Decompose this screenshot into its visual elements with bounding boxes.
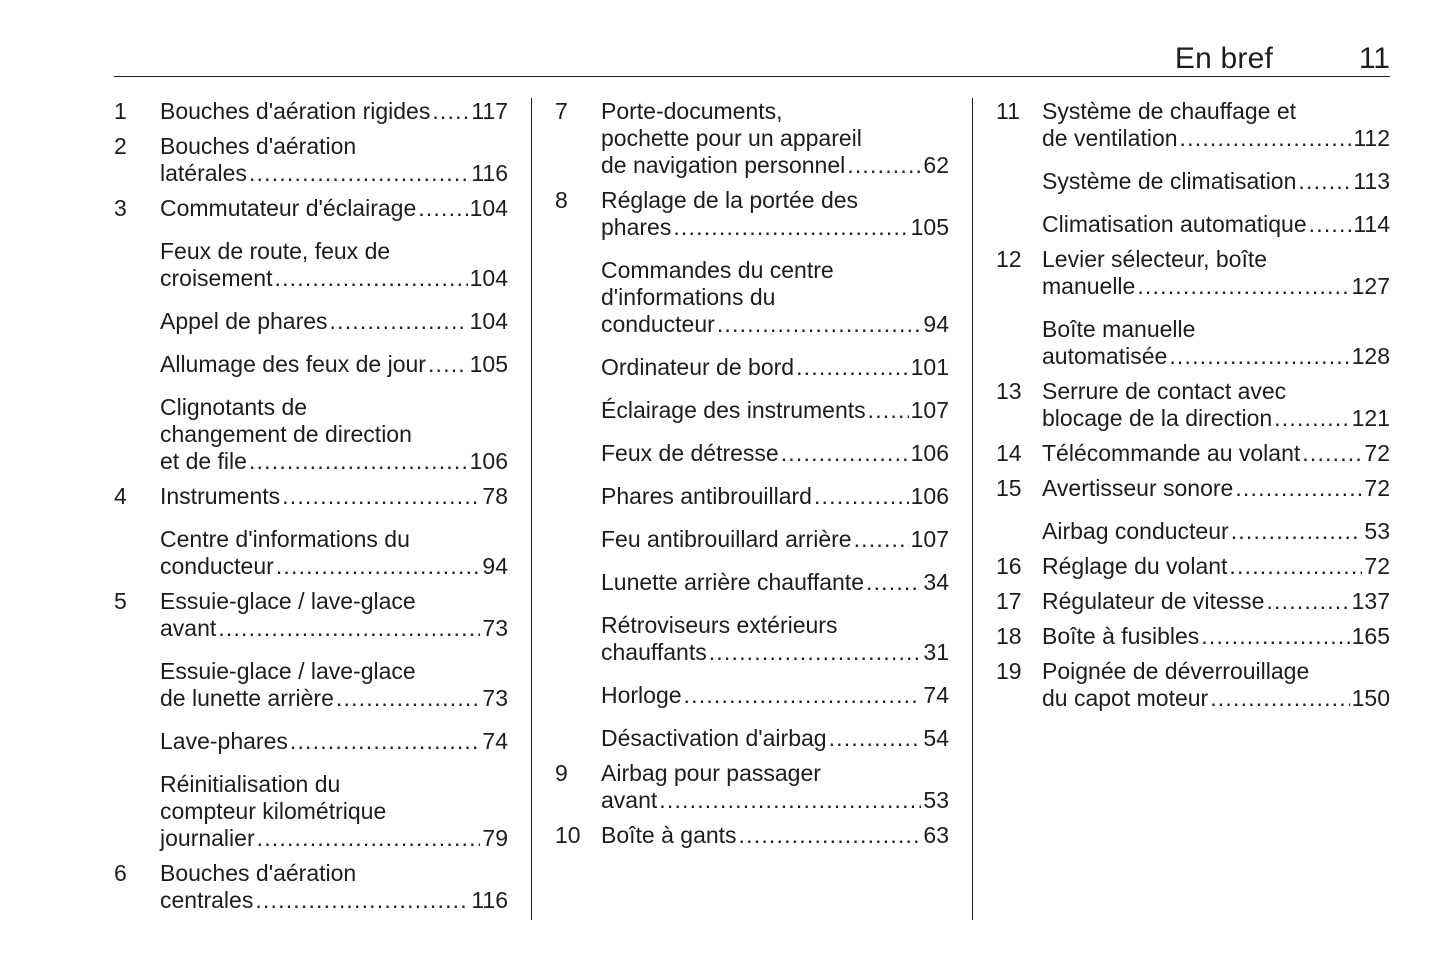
entry-label: conducteur [601, 311, 715, 337]
page-reference: 127 [1351, 273, 1390, 299]
entry-label: Boîte à gants [601, 822, 737, 848]
entry-text [601, 569, 949, 596]
entry-leader-line [601, 725, 949, 752]
index-entry [114, 728, 508, 755]
index-column-3 [996, 98, 1390, 712]
index-entry [555, 822, 949, 849]
page-reference: 107 [910, 526, 949, 552]
entry-text [601, 483, 949, 510]
entry-line: Système de chauffage et [1042, 98, 1297, 124]
entry-label: Lunette arrière chauffante [601, 569, 864, 595]
page-reference: 121 [1351, 405, 1390, 431]
entry-label: conducteur [160, 553, 274, 579]
item-number: 17 [996, 588, 1022, 614]
index-column-2 [555, 98, 949, 849]
index-entry [114, 526, 508, 580]
entry-line: Essuie-glace / lave-glace [160, 588, 416, 614]
dot-leader [274, 265, 467, 292]
entry-leader-line [1042, 125, 1390, 152]
entry-leader-line [601, 440, 949, 467]
index-entry [555, 569, 949, 596]
index-entry [555, 612, 949, 666]
index-entry [996, 623, 1390, 650]
entry-label: Horloge [601, 682, 682, 708]
entry-label: du capot moteur [1042, 685, 1209, 711]
page-reference: 112 [1353, 125, 1390, 151]
entry-leader-line [601, 639, 949, 666]
entry-leader-line [160, 308, 508, 335]
dot-leader [659, 787, 921, 814]
entry-leader-line [160, 195, 508, 222]
entry-line: Poignée de déverrouillage [1042, 658, 1310, 684]
entry-label: manuelle [1042, 273, 1136, 299]
entry-label: Réglage du volant [1042, 553, 1228, 579]
entry-leader-line [160, 160, 508, 187]
page-reference: 106 [469, 448, 508, 474]
item-number: 4 [114, 483, 127, 509]
index-entry [996, 246, 1390, 300]
entry-line: Bouches d'aération [160, 860, 357, 886]
dot-leader [1180, 125, 1352, 152]
item-number: 10 [555, 822, 581, 848]
dot-leader [1309, 211, 1352, 238]
index-entry [555, 725, 949, 752]
index-entry [996, 588, 1390, 615]
page-reference: 74 [923, 682, 949, 708]
entry-text [1042, 378, 1390, 432]
index-column-1 [114, 98, 508, 914]
page-reference: 101 [910, 354, 949, 380]
entry-text [1042, 658, 1390, 712]
page-reference: 128 [1351, 343, 1390, 369]
page-reference: 165 [1351, 623, 1390, 649]
dot-leader [814, 483, 909, 510]
entry-label: Éclairage des instruments [601, 397, 866, 423]
entry-leader-line [160, 351, 508, 378]
entry-line: Centre d'informations du [160, 526, 410, 552]
dot-leader [418, 195, 467, 222]
dot-leader [866, 569, 921, 596]
entry-line: Airbag pour passager [601, 760, 821, 786]
dot-leader [796, 354, 909, 381]
entry-text [160, 860, 508, 914]
entry-text [1042, 316, 1390, 370]
dot-leader [781, 440, 909, 467]
index-entry [555, 526, 949, 553]
item-number: 16 [996, 553, 1022, 579]
page-reference: 117 [471, 98, 508, 124]
page-reference: 114 [1353, 211, 1390, 237]
page-reference: 116 [471, 160, 508, 186]
page-reference: 104 [469, 265, 508, 291]
dot-leader [854, 526, 909, 553]
entry-label: Phares antibrouillard [601, 483, 812, 509]
index-entry [996, 518, 1390, 545]
entry-text [1042, 246, 1390, 300]
item-number: 2 [114, 133, 127, 159]
entry-line: Bouches d'aération [160, 133, 357, 159]
index-entry [996, 316, 1390, 370]
index-entry [114, 351, 508, 378]
entry-leader-line [160, 265, 508, 292]
entry-line: Réinitialisation du [160, 771, 341, 797]
entry-leader-line [160, 685, 508, 712]
entry-text [601, 526, 949, 553]
index-entry [114, 195, 508, 222]
entry-text [1042, 168, 1390, 195]
entry-leader-line [160, 728, 508, 755]
index-entry [114, 394, 508, 475]
dot-leader [1137, 273, 1349, 300]
entry-line: Réglage de la portée des [601, 187, 859, 213]
page-number: 11 [1358, 42, 1390, 75]
entry-line: d'informations du [601, 284, 776, 310]
dot-leader [1302, 440, 1362, 467]
entry-leader-line [601, 214, 949, 241]
entry-leader-line [1042, 211, 1390, 238]
entry-label: Bouches d'aération rigides [160, 98, 431, 124]
entry-text [601, 440, 949, 467]
page-reference: 104 [469, 308, 508, 334]
entry-leader-line [601, 682, 949, 709]
entry-label: latérales [160, 160, 247, 186]
dot-leader [847, 152, 921, 179]
entry-line: Serrure de contact avec [1042, 378, 1287, 404]
entry-leader-line [1042, 588, 1390, 615]
page-reference: 72 [1364, 440, 1390, 466]
index-entry [555, 760, 949, 814]
entry-leader-line [160, 553, 508, 580]
dot-leader [282, 483, 480, 510]
entry-text [1042, 588, 1390, 615]
index-entry [114, 483, 508, 510]
entry-text [1042, 440, 1390, 467]
index-entry [555, 98, 949, 179]
entry-leader-line [601, 569, 949, 596]
entry-leader-line [601, 822, 949, 849]
entry-label: Système de climatisation [1042, 168, 1297, 194]
entry-text [160, 133, 508, 187]
page-reference: 53 [923, 787, 949, 813]
item-number: 8 [555, 187, 568, 213]
index-entry [114, 98, 508, 125]
entry-leader-line [1042, 518, 1390, 545]
entry-line: changement de direction [160, 421, 412, 447]
entry-label: blocage de la direction [1042, 405, 1273, 431]
index-entry [114, 658, 508, 712]
page-reference: 78 [482, 483, 508, 509]
page-header [114, 34, 1390, 77]
entry-label: Appel de phares [160, 308, 328, 334]
dot-leader [255, 887, 469, 914]
entry-line: Feux de route, feux de [160, 238, 391, 264]
page-reference: 74 [482, 728, 508, 754]
page-reference: 106 [910, 483, 949, 509]
entry-text [160, 98, 508, 125]
index-entry [555, 682, 949, 709]
entry-label: Désactivation d'airbag [601, 725, 827, 751]
page-reference: 113 [1353, 168, 1390, 194]
entry-text [601, 725, 949, 752]
entry-text [601, 822, 949, 849]
entry-label: avant [160, 615, 217, 641]
page-reference: 137 [1351, 588, 1390, 614]
entry-text [160, 483, 508, 510]
index-entry [996, 98, 1390, 152]
dot-leader [1235, 475, 1362, 502]
entry-text [160, 351, 508, 378]
dot-leader [432, 98, 469, 125]
index-entry [555, 257, 949, 338]
dot-leader [684, 682, 922, 709]
entry-text [160, 658, 508, 712]
entry-text [160, 195, 508, 222]
item-number: 3 [114, 195, 127, 221]
entry-text [160, 394, 508, 475]
page-reference: 107 [910, 397, 949, 423]
index-entry [996, 658, 1390, 712]
item-number: 5 [114, 588, 127, 614]
dot-leader [290, 728, 481, 755]
dot-leader [1201, 623, 1349, 650]
index-entry [114, 308, 508, 335]
entry-leader-line [160, 887, 508, 914]
entry-text [1042, 518, 1390, 545]
entry-label: et de file [160, 448, 247, 474]
item-number: 14 [996, 440, 1022, 466]
index-entry [555, 440, 949, 467]
dot-leader [673, 214, 908, 241]
entry-text [160, 728, 508, 755]
entry-text [601, 397, 949, 424]
entry-label: automatisée [1042, 343, 1168, 369]
index-entry [114, 860, 508, 914]
entry-text [601, 612, 949, 666]
entry-label: Feu antibrouillard arrière [601, 526, 852, 552]
entry-text [1042, 623, 1390, 650]
entry-leader-line [601, 397, 949, 424]
entry-leader-line [1042, 475, 1390, 502]
item-number: 19 [996, 658, 1022, 684]
section-title: En bref [1174, 42, 1273, 75]
entry-text [1042, 553, 1390, 580]
dot-leader [336, 685, 481, 712]
entry-leader-line [1042, 440, 1390, 467]
entry-text [1042, 98, 1390, 152]
page-reference: 94 [923, 311, 949, 337]
entry-text [160, 588, 508, 642]
entry-text [1042, 475, 1390, 502]
page-reference: 116 [471, 887, 508, 913]
entry-leader-line [160, 483, 508, 510]
column-divider [531, 98, 532, 920]
entry-label: Instruments [160, 483, 281, 509]
item-number: 9 [555, 760, 568, 786]
entry-label: Régulateur de vitesse [1042, 588, 1265, 614]
entry-label: Avertisseur sonore [1042, 475, 1234, 501]
index-entry [996, 440, 1390, 467]
page-reference: 63 [923, 822, 949, 848]
entry-text [601, 257, 949, 338]
entry-label: Climatisation automatique [1042, 211, 1307, 237]
entry-leader-line [1042, 273, 1390, 300]
entry-label: Allumage des feux de jour [160, 351, 426, 377]
item-number: 18 [996, 623, 1022, 649]
entry-label: journalier [160, 825, 255, 851]
entry-line: Commandes du centre [601, 257, 834, 283]
entry-leader-line [601, 311, 949, 338]
index-entry [996, 211, 1390, 238]
index-entry [114, 133, 508, 187]
item-number: 6 [114, 860, 127, 886]
entry-line: pochette pour un appareil [601, 125, 862, 151]
page-reference: 62 [923, 152, 949, 178]
index-entry [555, 483, 949, 510]
dot-leader [249, 448, 468, 475]
page-reference: 150 [1351, 685, 1390, 711]
item-number: 11 [996, 98, 1020, 124]
item-number: 7 [555, 98, 568, 124]
entry-label: Feux de détresse [601, 440, 779, 466]
entry-text [601, 354, 949, 381]
page-reference: 105 [910, 214, 949, 240]
page-reference: 73 [482, 615, 508, 641]
index-entry [114, 588, 508, 642]
entry-label: de navigation personnel [601, 152, 846, 178]
index-entry [996, 168, 1390, 195]
entry-leader-line [1042, 685, 1390, 712]
dot-leader [1169, 343, 1349, 370]
item-number: 12 [996, 246, 1022, 272]
dot-leader [276, 553, 481, 580]
dot-leader [868, 397, 909, 424]
entry-leader-line [160, 825, 508, 852]
entry-label: Lave-phares [160, 728, 288, 754]
item-number: 13 [996, 378, 1022, 404]
page-reference: 106 [910, 440, 949, 466]
dot-leader [1274, 405, 1349, 432]
entry-leader-line [601, 526, 949, 553]
page-reference: 54 [923, 725, 949, 751]
entry-label: Ordinateur de bord [601, 354, 795, 380]
entry-leader-line [1042, 623, 1390, 650]
dot-leader [739, 822, 922, 849]
dot-leader [330, 308, 468, 335]
index-entry [555, 397, 949, 424]
entry-leader-line [160, 98, 508, 125]
entry-leader-line [160, 448, 508, 475]
item-number: 15 [996, 475, 1022, 501]
entry-leader-line [1042, 405, 1390, 432]
entry-label: phares [601, 214, 672, 240]
dot-leader [257, 825, 481, 852]
entry-label: chauffants [601, 639, 707, 665]
item-number: 1 [114, 98, 127, 124]
entry-line: Porte-documents, [601, 98, 783, 124]
dot-leader [1229, 553, 1362, 580]
index-entry [996, 475, 1390, 502]
dot-leader [1231, 518, 1363, 545]
entry-label: Commutateur d'éclairage [160, 195, 417, 221]
entry-leader-line [1042, 553, 1390, 580]
index-entry [114, 238, 508, 292]
dot-leader [1298, 168, 1351, 195]
dot-leader [709, 639, 922, 666]
dot-leader [829, 725, 922, 752]
entry-label: Boîte à fusibles [1042, 623, 1200, 649]
entry-leader-line [601, 354, 949, 381]
dot-leader [717, 311, 922, 338]
dot-leader [1266, 588, 1349, 615]
entry-label: Télécommande au volant [1042, 440, 1301, 466]
column-divider [972, 98, 973, 920]
page-reference: 94 [482, 553, 508, 579]
entry-text [601, 98, 949, 179]
entry-line: Rétroviseurs extérieurs [601, 612, 838, 638]
entry-leader-line [1042, 343, 1390, 370]
entry-leader-line [601, 483, 949, 510]
entry-text [1042, 211, 1390, 238]
entry-label: de lunette arrière [160, 685, 334, 711]
entry-label: croisement [160, 265, 273, 291]
entry-line: Levier sélecteur, boîte [1042, 246, 1268, 272]
entry-leader-line [160, 615, 508, 642]
page-reference: 34 [923, 569, 949, 595]
entry-leader-line [1042, 168, 1390, 195]
entry-text [160, 238, 508, 292]
page-reference: 79 [482, 825, 508, 851]
index-entry [555, 354, 949, 381]
index-entry [996, 553, 1390, 580]
index-entry [114, 771, 508, 852]
entry-line: Boîte manuelle [1042, 316, 1196, 342]
dot-leader [218, 615, 480, 642]
dot-leader [428, 351, 468, 378]
page-reference: 72 [1364, 553, 1390, 579]
page-reference: 104 [469, 195, 508, 221]
index-entry [555, 187, 949, 241]
entry-label: centrales [160, 887, 254, 913]
page-reference: 53 [1364, 518, 1390, 544]
page-reference: 105 [469, 351, 508, 377]
page-reference: 31 [923, 639, 949, 665]
entry-text [601, 682, 949, 709]
entry-text [160, 526, 508, 580]
entry-text [601, 187, 949, 241]
entry-line: compteur kilométrique [160, 798, 387, 824]
index-entry [996, 378, 1390, 432]
dot-leader [1210, 685, 1349, 712]
entry-label: de ventilation [1042, 125, 1178, 151]
entry-label: Airbag conducteur [1042, 518, 1229, 544]
page-reference: 72 [1364, 475, 1390, 501]
dot-leader [249, 160, 469, 187]
page-reference: 73 [482, 685, 508, 711]
entry-text [601, 760, 949, 814]
entry-label: avant [601, 787, 658, 813]
entry-leader-line [601, 787, 949, 814]
entry-leader-line [601, 152, 949, 179]
entry-text [160, 308, 508, 335]
entry-line: Clignotants de [160, 394, 308, 420]
entry-text [160, 771, 508, 852]
entry-line: Essuie-glace / lave-glace [160, 658, 416, 684]
